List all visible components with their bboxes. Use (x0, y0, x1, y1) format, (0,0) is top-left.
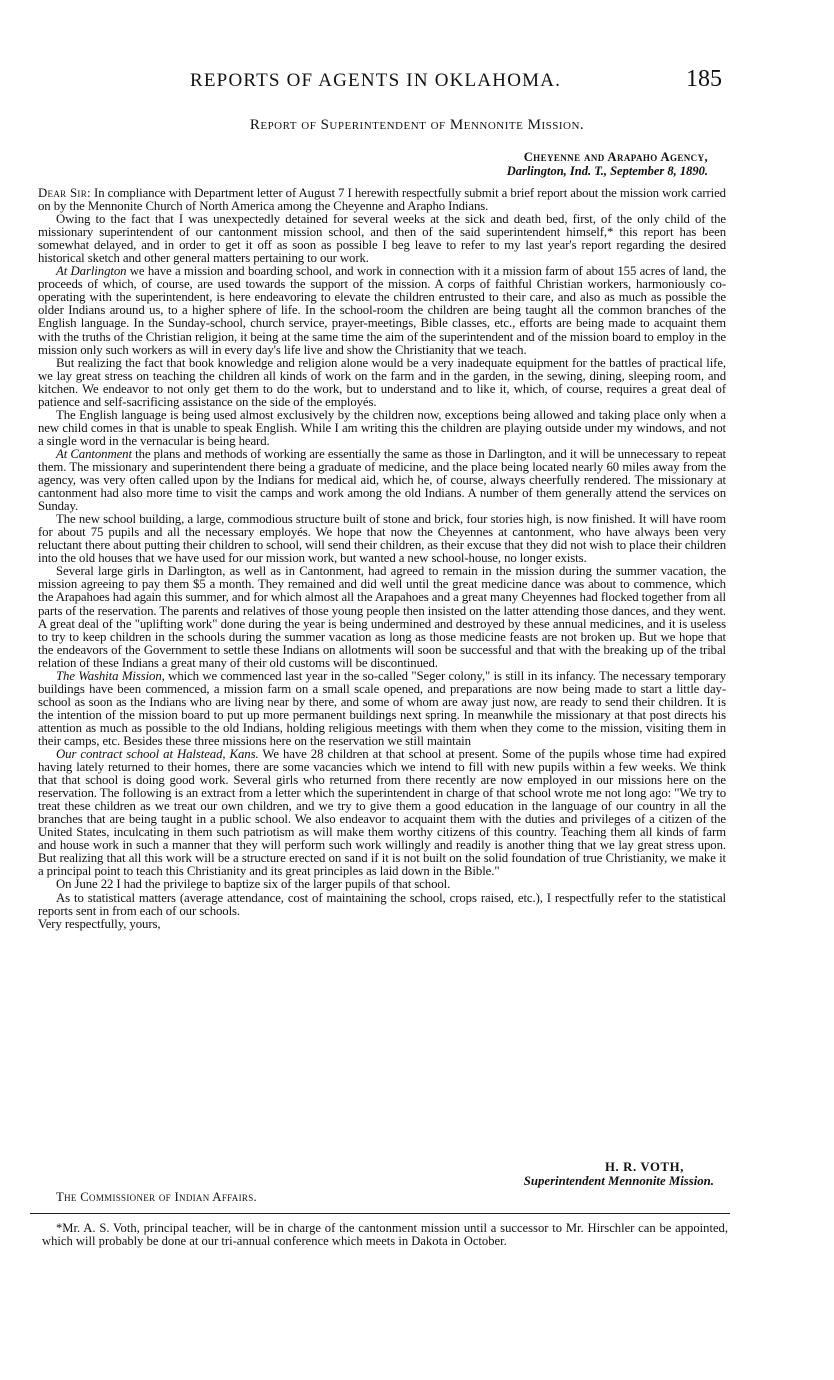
paragraph-lead-in: Our contract school at Halstead, Kans. (56, 747, 259, 762)
letter-paragraph (38, 409, 726, 448)
report-title: Report of Superintendent of Mennonite Mission. (249, 117, 585, 133)
running-header (40, 66, 794, 98)
dateline-agency: Cheyenne and Arapaho Agency, (523, 150, 708, 164)
dateline (348, 150, 708, 178)
paragraph-lead-in: The Washita Mission, (56, 668, 165, 683)
letter-paragraph (38, 265, 726, 356)
paragraph-text: As to statistical matters (average attendance, cost of maintaining the school, crops raised, etc.), I respectfully refer to the statistical reports sent in from each of our schools. (38, 890, 726, 918)
letter-body (38, 187, 726, 931)
closing: Very respectfully, yours, (38, 916, 161, 931)
letter-paragraph (38, 748, 726, 878)
page-number: 185 (686, 66, 722, 92)
paragraph-text: On June 22 I had the privilege to baptize six of the larger pupils of that school. (56, 877, 451, 892)
paragraph-text: Several large girls in Darlington, as well as in Cantonment, had agreed to remain in the mission during the summer vacation, the mission agreeing to pay them $5 a month. They remained and did well until the great medicine dance was about to commence, which the Arapahoes had again this summer, and for which almost all the Arapahoes and a great many Cheyennes had flocked together from all parts of the reservation. The parents and relatives of those young people then insisted on the latter attending those dances, and they went. A great deal of the "uplifting work" done during the year is being undermined and destroyed by these annual medicines, and it is useless to try to keep children in the schools during the summer vacation as long as those medicine feasts are not broken up. But we hope that the endeavors of the Government to settle these Indians on allotments will soon be successful and that with the breaking up of the tribal relation of these Indians a great many of their old customs will be discontinued. (38, 564, 726, 670)
letter-paragraph (38, 357, 726, 409)
salutation: Dear Sir: (38, 186, 91, 200)
footnote-divider (30, 1213, 730, 1214)
paragraph-text: We have 28 children at that school at present. Some of the pupils whose time had expired having lately returned to their homes, there are some vacancies which we intend to fill with new pupils within a few weeks. We think that that school is doing good work. Several girls who returned from there recently are now employed in our missions here on the reservation. The following is an extract from a letter which the superintendent in charge of that school wrote me not long ago: "We try to treat these children as we treat our own children, and we try to give them a good education in the language of our country in all the branches that are being taught in a public school. We also endeavor to acquaint them with the duties and privileges of a citizen of the United States, inculcating in them such patriotism as will make them worthy citizens of this country. Teaching them all kinds of farm and house work in such a manner that they will perform such work willingly and readily is another thing that we lay great stress upon. But realizing that all this work will be a structure erected on sand if it is not built on the solid foundation of true Christianity, we make it a principal point to teach this Christianity and its great principles as laid down in the Bible." (38, 747, 726, 879)
paragraph-text: But realizing the fact that book knowledge and religion alone would be a very inadequate equipment for the battles of practical life, we lay great stress on teaching the children all kinds of work on the farm and in the garden, in the sewing, dining, sleeping room, and kitchen. We endeavor to not only get them to do the work, but to understand and to like it, which, of course, requires a great deal of patience and self-sacrificing assistance on the side of the employés. (38, 355, 726, 409)
letter-paragraph (38, 187, 726, 213)
paragraph-text: Owing to the fact that I was unexpectedly detained for several weeks at the sick and death bed, first, of the only child of the missionary superintendent of our cantonment mission school, and then of the said superintendent himself,* this report has been somewhat delayed, and in order to get it off as soon as possible I beg leave to refer to my last year's report regarding the desired historical sketch and other general matters pertaining to our work. (38, 212, 726, 266)
letter-paragraph (38, 892, 726, 918)
signature-block (430, 1160, 714, 1188)
paragraph-text: The English language is being used almost exclusively by the children now, exceptions being allowed and taking place only when a new child comes in that is unable to speak English. While I am writing this the children are playing outside under my windows, and not a single word in the vernacular is being heard. (38, 407, 726, 448)
running-header-title: REPORTS OF AGENTS IN OKLAHOMA. (190, 70, 562, 91)
dateline-place-date: Darlington, Ind. T., September 8, 1890. (506, 164, 708, 178)
addressee: The Commissioner of Indian Affairs. (56, 1190, 257, 1204)
footnote: *Mr. A. S. Voth, principal teacher, will be in charge of the cantonment mission until a successor to Mr. Hirschler can be appointed, which will probably be done at our tri-annual conference which meets in Dakota in October. (42, 1221, 728, 1249)
signature-title: Superintendent Mennonite Mission. (523, 1174, 714, 1188)
paragraph-text: we have a mission and boarding school, and work in connection with it a mission farm of about 155 acres of land, the proceeds of which, of course, are used towards the support of the mission. A corps of faithful Christian workers, harmoniously co-operating with the superintendent, is here endeavoring to elevate the children entrusted to their care, and also as much as possible the older Indians around us, to a higher sphere of life. In the school-room the children are being taught all the common branches of the English language. In the Sunday-school, church service, prayer-meetings, Bible classes, etc., efforts are being made to acquaint them with the truths of the Christian religion, it being at the same time the aim of the superintendent and of the mission board to employ in the mission only such workers as will in every day's life live and show the Christianity that we teach. (38, 264, 726, 357)
paragraph-lead-in: At Darlington (56, 264, 127, 279)
letter-paragraph (38, 448, 726, 513)
paragraph-lead-in: At Cantonment (56, 446, 132, 461)
paragraph-text: the plans and methods of working are essentially the same as those in Darlington, and it will be unnecessary to repeat them. The missionary and superintendent there being a graduate of medicine, and the place being located nearly 60 miles away from the agency, was very often called upon by the Indians for medical aid, which he, of course, always cheerfully rendered. The missionary at cantonment had also more time to visit the camps and work among the old Indians. A number of them generally attend the services on Sunday. (38, 446, 726, 514)
letter-paragraph (38, 670, 726, 748)
paragraph-text: which we commenced last year in the so-called "Seger colony," is still in its infancy. The necessary temporary buildings have been commenced, a mission farm on a small scale opened, and preparations are now being made to start a little day-school as soon as the Indians who are living near by there, and some of whom are away just now, are ready to send their children. It is the intention of the mission board to put up more permanent buildings next spring. In meanwhile the missionary at that post directs his attention as much as possible to the old Indians, holding religious meetings with them when they come to the mission, visiting them in their camps, etc. Besides these three missions here on the reservation we still maintain (38, 668, 726, 748)
paragraph-text: The new school building, a large, commodious structure built of stone and brick, four stories high, is now finished. It will have room for about 75 pupils and all the necessary employés. We hope that now the Cheyennes at cantonment, who have always been very reluctant there about putting their children to school, will send their children, as their excuse that they did not wish to place their children into the old houses that we have used for our mission work, but wanted a new school-house, no longer exists. (38, 512, 726, 566)
signature-name: H. R. VOTH, (605, 1160, 684, 1174)
letter-paragraph (38, 565, 726, 669)
paragraph-text: In compliance with Department letter of August 7 I herewith respectfully submit a brief report about the mission work carried on by the Mennonite Church of North America among the Cheyenne and Arapho Indians. (38, 186, 726, 214)
letter-paragraph (38, 513, 726, 565)
letter-paragraph (38, 213, 726, 265)
